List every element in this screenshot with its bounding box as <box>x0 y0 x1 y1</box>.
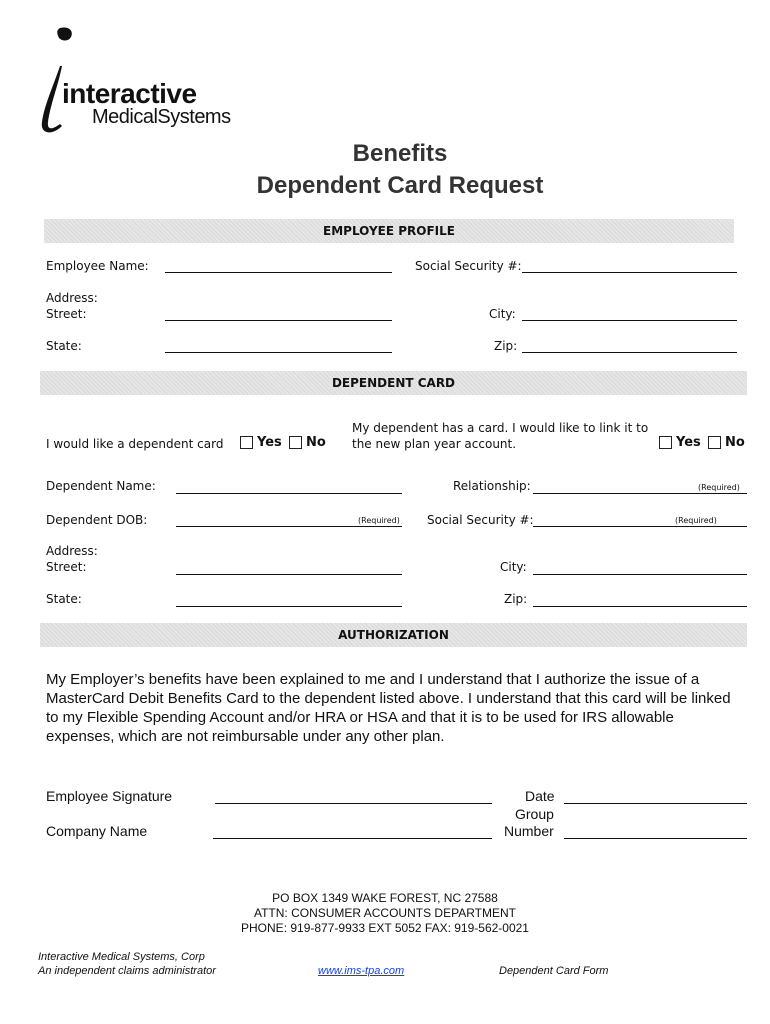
link-card-yes-checkbox[interactable] <box>659 436 672 449</box>
employee-street-label: Street: <box>46 307 87 321</box>
footer-address: PO BOX 1349 WAKE FOREST, NC 27588 <box>272 891 498 905</box>
relationship-required-note: (Required) <box>698 483 740 492</box>
employee-ssn-label: Social Security #: <box>415 259 522 273</box>
employee-zip-label: Zip: <box>494 339 518 353</box>
number-label: Number <box>504 823 554 839</box>
footer-phone: PHONE: 919-877-9933 EXT 5052 FAX: 919-562-0021 <box>241 921 529 935</box>
date-label: Date <box>525 788 555 804</box>
logo-wordmark-top: interactive <box>62 78 197 109</box>
dependent-city-label: City: <box>500 560 527 574</box>
logo-wordmark-bottom: MedicalSystems <box>92 106 231 128</box>
dependent-state-field[interactable] <box>176 606 402 607</box>
dependent-ssn-label: Social Security #: <box>427 513 534 527</box>
employee-state-field[interactable] <box>165 352 392 353</box>
want-card-yes-label: Yes <box>257 435 282 450</box>
want-card-label: I would like a dependent card <box>46 437 224 451</box>
dependent-city-field[interactable] <box>533 574 747 575</box>
link-card-yes-label: Yes <box>676 435 701 450</box>
employee-city-field[interactable] <box>522 320 737 321</box>
want-card-no-label: No <box>306 435 326 450</box>
dependent-zip-field[interactable] <box>533 606 747 607</box>
ssn-required-note: (Required) <box>675 516 717 525</box>
relationship-label: Relationship: <box>453 479 531 493</box>
employee-address-label: Address: <box>46 291 98 305</box>
relationship-field[interactable] <box>533 493 747 494</box>
employee-signature-label: Employee Signature <box>46 788 173 804</box>
authorization-text: My Employer’s benefits have been explained to me and I understand that I authorize the issue of a MasterCard Debit Benefits Card to the dependent listed above. I understand that this card will be linked to my Flexible Spending Account and/or HRA or HSA and that it is to be used for IRS allowable expenses, which are not reimbursable under any other plan. <box>46 671 731 745</box>
company-name-field[interactable] <box>213 838 492 839</box>
employee-signature-field[interactable] <box>215 803 492 804</box>
footer-attn: ATTN: CONSUMER ACCOUNTS DEPARTMENT <box>253 906 516 920</box>
dependent-street-label: Street: <box>46 560 87 574</box>
dob-required-note: (Required) <box>358 516 400 525</box>
employee-street-field[interactable] <box>165 320 392 321</box>
employee-city-label: City: <box>489 307 516 321</box>
employee-ssn-field[interactable] <box>522 272 737 273</box>
link-card-no-checkbox[interactable] <box>708 436 721 449</box>
dependent-state-label: State: <box>46 592 82 606</box>
dependent-address-label: Address: <box>46 544 98 558</box>
want-card-yes-checkbox[interactable] <box>240 436 253 449</box>
date-field[interactable] <box>564 803 747 804</box>
dependent-card-header: DEPENDENT CARD <box>40 371 747 395</box>
dependent-name-label: Dependent Name: <box>46 479 156 493</box>
dependent-ssn-field[interactable] <box>533 526 747 527</box>
dependent-zip-label: Zip: <box>504 592 528 606</box>
employee-name-field[interactable] <box>165 272 392 273</box>
page-title-line1: Benefits <box>352 140 448 167</box>
footer-form-name: Dependent Card Form <box>499 965 609 977</box>
page-title-line2: Dependent Card Request <box>256 172 544 199</box>
link-card-label-line2: the new plan year account. <box>352 437 517 451</box>
dependent-dob-label: Dependent DOB: <box>46 513 148 527</box>
footer-website-link[interactable]: www.ims-tpa.com <box>318 965 405 977</box>
link-card-label-line1: My dependent has a card. I would like to link it to <box>352 421 649 435</box>
group-label: Group <box>515 806 554 822</box>
footer-tagline: An independent claims administrator <box>38 965 216 977</box>
employee-zip-field[interactable] <box>522 352 737 353</box>
link-card-no-label: No <box>725 435 745 450</box>
dependent-street-field[interactable] <box>176 574 402 575</box>
company-name-label: Company Name <box>46 823 148 839</box>
group-number-field[interactable] <box>564 838 747 839</box>
authorization-header: AUTHORIZATION <box>40 623 747 647</box>
dependent-name-field[interactable] <box>176 493 402 494</box>
employee-name-label: Employee Name: <box>46 259 149 273</box>
employee-profile-header: EMPLOYEE PROFILE <box>44 219 734 243</box>
footer-company: Interactive Medical Systems, Corp <box>38 951 205 963</box>
dependent-dob-field[interactable] <box>176 526 402 527</box>
employee-state-label: State: <box>46 339 82 353</box>
want-card-no-checkbox[interactable] <box>289 436 302 449</box>
